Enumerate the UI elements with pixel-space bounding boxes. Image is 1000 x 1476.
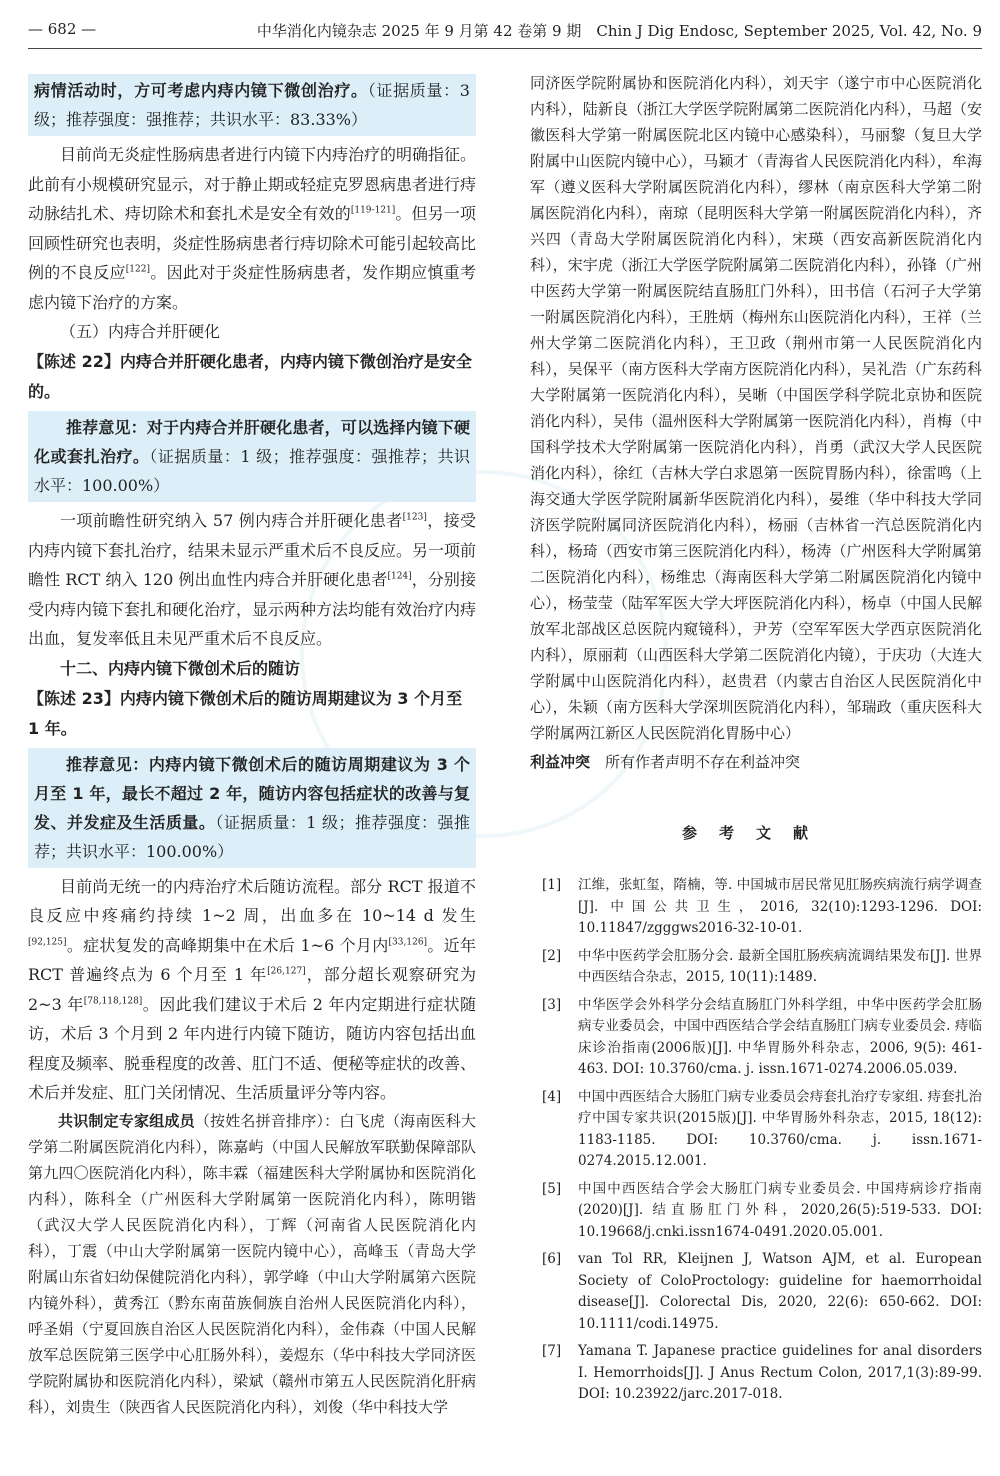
reference-number: [6]	[542, 1251, 562, 1267]
expert-list-right: 同济医学院附属协和医院消化内科），刘天宇（遂宁市中心医院消化内科），陆新良（浙江大学医学院附属第二医院消化内科），马超（安徽医科大学第一附属医院北区内镜中心感染科），马丽黎（复旦大学附属中山医院内镜中心），马颖才（青海省人民医院消化内科），牟海军（遵义医科大学附属医院消化内科），缪林（南京医科大学第二附属医院消化内科），南琼（昆明医科大学第一附属医院消化内科），齐兴四（青岛大学附属医院消化内科），宋瑛（西安高新医院消化内科），宋宇虎（浙江大学医学院附属第二医院消化内科），孙锋（广州中医药大学第一附属医院结直肠肛门外科），田书信（石河子大学第一附属医院消化内科），王胜炳（梅州东山医院消化内科），王祥（兰州大学第二医院消化内科），王卫政（荆州市第一人民医院消化内科），吴保平（南方医科大学南方医院消化内科），吴礼浩（广东药科大学附属第一医院消化内科），吴晰（中国医学科学院北京协和医院消化内科），吴伟（温州医科大学附属第一医院消化内科），肖梅（中国科学技术大学附属第一医院消化内科），肖勇（武汉大学人民医院消化内科），徐红（吉林大学白求恩第一医院胃肠内科），徐雷鸣（上海交通大学医学院附属新华医院消化内科），晏维（华中科技大学同济医学院附属同济医院消化内科），杨丽（吉林省一汽总医院消化内科），杨琦（西安市第三医院消化内科），杨涛（广州医科大学附属第二医院消化内科），杨维忠（海南医科大学第二附属医院消化内镜中心），杨莹莹（陆军军医大学大坪医院消化内科），杨卓（中国人民解放军北部战区总医院内窥镜科），尹芳（空军军医大学西京医院消化内科），原丽莉（山西医科大学第二医院消化内镜），于庆功（大连大学附属中山医院消化内科），赵贵君（内蒙古自治区人民医院消化中心），朱颖（南方医科大学深圳医院消化内科），邹瑞政（重庆医科大学附属两江新区人民医院消化胃肠中心）	[530, 74, 982, 742]
reference-text: 中华中医药学会肛肠分会. 最新全国肛肠疾病流调结果发布[J]. 世界中西医结合杂志，2015, 10(11):1489.	[578, 947, 982, 985]
box-evidence-text: （证据质量：3 级；推荐强度：强推荐；共识水平：83.33%）	[34, 81, 470, 129]
coi-label: 利益冲突	[530, 753, 591, 771]
text-run: 。因此我们建议于术后 2 年内定期进行症状随访，术后 3 个月到 2 年内进行内镜下随访，随访内容包括出血程度及频率、脱垂程度的改善、肛门不适、便秘等症状的改善、术后并发症、肛门关闭情况、生活质量评分等内容。	[28, 994, 477, 1102]
references-title: 参考文献	[681, 824, 830, 842]
statement-23: 【陈述 23】内痔内镜下微创术后的随访周期建议为 3 个月至 1 年。	[28, 688, 463, 738]
reference-item	[530, 1341, 982, 1406]
citation: [78,118,128]	[83, 996, 143, 1007]
text-run: 一项前瞻性研究纳入 57 例内痔合并肝硬化患者	[60, 511, 403, 530]
text-run: ，部分超长观察研究为 2~3 年	[28, 965, 476, 1014]
citation: [122]	[125, 264, 150, 275]
statement-22: 【陈述 22】内痔合并肝硬化患者，内痔内镜下微创治疗是安全的。	[28, 352, 472, 401]
section-heading-followup: 十二、内痔内镜下微创术后的随访	[60, 658, 301, 678]
recommendation-box-ibd	[28, 74, 476, 136]
recommendation-box-cirrhosis	[28, 411, 476, 502]
reference-item	[530, 995, 982, 1081]
paragraph-cirrhosis	[28, 506, 476, 654]
text-run: ，接受内痔内镜下套扎治疗，结果未显示严重术后不良反应。另一项前瞻性 RCT 纳入 120 例出血性内痔合并肝硬化患者	[28, 511, 477, 589]
reference-number: [3]	[542, 996, 562, 1013]
running-header	[28, 20, 982, 44]
box-bold-text: 病情活动时，方可考虑内痔内镜下微创治疗。	[34, 81, 368, 100]
reference-text: 中华医学会外科学分会结直肠肛门外科学组，中华中医药学会肛肠病专业委员会，中国中西医结合学会结直肠肛门病专业委员会. 痔临床诊治指南(2006版)[J]. 中华胃肠外科杂志，2006, 9(5): 461-463. DOI: 10.3760/cma. j. issn.1671-0274.2006.05.039.	[578, 996, 982, 1077]
text-run: 。症状复发的高峰期集中在术后 1~6 个月内	[66, 935, 389, 955]
reference-text: 中国中西医结合大肠肛门病专业委员会痔套扎治疗专家组. 痔套扎治疗中国专家共识(2015版)[J]. 中华胃肠外科杂志，2015, 18(12): 1183-1185. DOI: 10.3760/cma. j. issn.1671-0274.2015.12.001.	[578, 1088, 982, 1169]
reference-number: [7]	[542, 1343, 562, 1359]
text-run: 。但另一项回顾性研究也表明，炎症性肠病患者行痔切除术可能引起较高比例的不良反应	[28, 204, 477, 282]
reference-number: [2]	[542, 947, 562, 964]
citation: [124]	[387, 571, 412, 582]
text-run: 目前尚无炎症性肠病患者进行内镜下内痔治疗的明确指征。此前有小规模研究显示，对于静止期或轻症克罗恩病患者进行痔动脉结扎术、痔切除术和套扎术是安全有效的	[28, 145, 477, 223]
text-run: ，分别接受内痔内镜下套扎和硬化治疗，显示两种方法均能有效治疗内痔出血，复发率低且未见严重术后不良反应。	[28, 570, 477, 648]
box-evidence-text: （证据质量：1 级；推荐强度：强推荐；共识水平：100.00%）	[34, 447, 470, 495]
reference-item	[530, 946, 982, 989]
section-heading-cirrhosis: （五）内痔合并肝硬化	[60, 322, 221, 341]
journal-info: 中华消化内镜杂志 2025 年 9 月第 42 卷第 9 期 Chin J Dig Endosc, September 2025, Vol. 42, No. 9	[256, 22, 982, 40]
text-run: 。近年 RCT 普遍终点为 6 个月至 1 年	[28, 935, 476, 984]
reference-text: van Tol RR, Kleijnen J, Watson AJM, et al. European Society of ColoProctology: guideline for haemorrhoidal disease[J]. Colorectal Dis, 2020, 22(6): 650-662. DOI: 10.1111/codi.14975.	[578, 1251, 982, 1332]
citation: [123]	[402, 512, 427, 523]
box-evidence-text: （证据质量：1 级；推荐强度：强推荐；共识水平：100.00%）	[34, 812, 470, 861]
reference-number: [4]	[542, 1088, 562, 1105]
reference-item	[530, 875, 982, 940]
paragraph-followup	[28, 872, 476, 1108]
reference-number: [5]	[542, 1180, 562, 1197]
left-column	[28, 70, 476, 1420]
reference-number: [1]	[542, 877, 562, 893]
header-divider	[28, 48, 982, 49]
reference-text: 中国中西医结合学会大肠肛门病专业委员会. 中国痔病诊疗指南(2020)[J]. 结直肠肛门外科，2020,26(5):519-533. DOI: 10.19668/j.cnki.issn1674-0491.2020.05.001.	[578, 1180, 982, 1240]
citation: [26,127]	[267, 966, 306, 977]
reference-item	[530, 1249, 982, 1335]
conflict-of-interest	[530, 748, 982, 776]
experts-label: 共识制定专家组成员	[58, 1111, 195, 1130]
box-bold-text: 推荐意见：内痔内镜下微创术后的随访周期建议为 3 个月至 1 年，最长不超过 2 年，随访内容包括症状的改善与复发、并发症及生活质量。	[34, 754, 470, 832]
reference-text: Yamana T. Japanese practice guidelines for anal disorders I. Hemorrhoids[J]. J Anus Rectum Colon, 2017,1(3):89-99. DOI: 10.23922/jarc.2017-018.	[578, 1343, 982, 1402]
reference-item	[530, 1179, 982, 1244]
paragraph-ibd	[28, 140, 476, 317]
right-column	[530, 70, 982, 1412]
text-run: 。因此对于炎症性肠病患者，发作期应慎重考虑内镜下治疗的方案。	[28, 263, 476, 312]
reference-text: 江维，张虹玺，隋楠，等. 中国城市居民常见肛肠疾病流行病学调查[J]. 中国公共卫生，2016, 32(10):1293-1296. DOI: 10.11847/zgggws2016-32-10-01.	[578, 877, 982, 936]
text-run: 目前尚无统一的内痔治疗术后随访流程。部分 RCT 报道不良反应中疼痛约持续 1~2 周，出血多在 10~14 d 发生	[28, 876, 476, 925]
citation: [92,125]	[28, 937, 67, 948]
experts-order-note: （按姓名拼音排序）：	[194, 1111, 340, 1130]
page-number: — 682 —	[28, 20, 97, 38]
box-bold-text: 推荐意见：对于内痔合并肝硬化患者，可以选择内镜下硬化或套扎治疗。	[34, 418, 470, 466]
reference-list	[530, 875, 982, 1406]
citation: [119-121]	[350, 205, 396, 216]
coi-text: 所有作者声明不存在利益冲突	[605, 753, 801, 771]
experts-names: 白飞虎（海南医科大学第二附属医院消化内科），陈嘉屿（中国人民解放军联勤保障部队第九四〇医院消化内科），陈丰霖（福建医科大学附属协和医院消化内科），陈科全（广州医科大学附属第一医院消化内科），陈明锴（武汉大学人民医院消化内科），丁辉（河南省人民医院消化内科），丁震（中山大学附属第一医院内镜中心），高峰玉（青岛大学附属山东省妇幼保健院消化内科），郭学峰（中山大学附属第六医院内镜外科），黄秀江（黔东南苗族侗族自治州人民医院消化内科），呼圣娟（宁夏回族自治区人民医院消化内科），金伟森（中国人民解放军总医院第三医学中心肛肠外科），姜煜东（华中科技大学同济医学院附属协和医院消化内科），梁斌（赣州市第五人民医院消化肝病科），刘贵生（陕西省人民医院消化内科），刘俊（华中科技大学	[28, 1111, 476, 1416]
recommendation-box-followup	[28, 748, 476, 868]
expert-list-left	[28, 1108, 476, 1420]
citation: [33,126]	[388, 937, 428, 948]
reference-item	[530, 1087, 982, 1173]
